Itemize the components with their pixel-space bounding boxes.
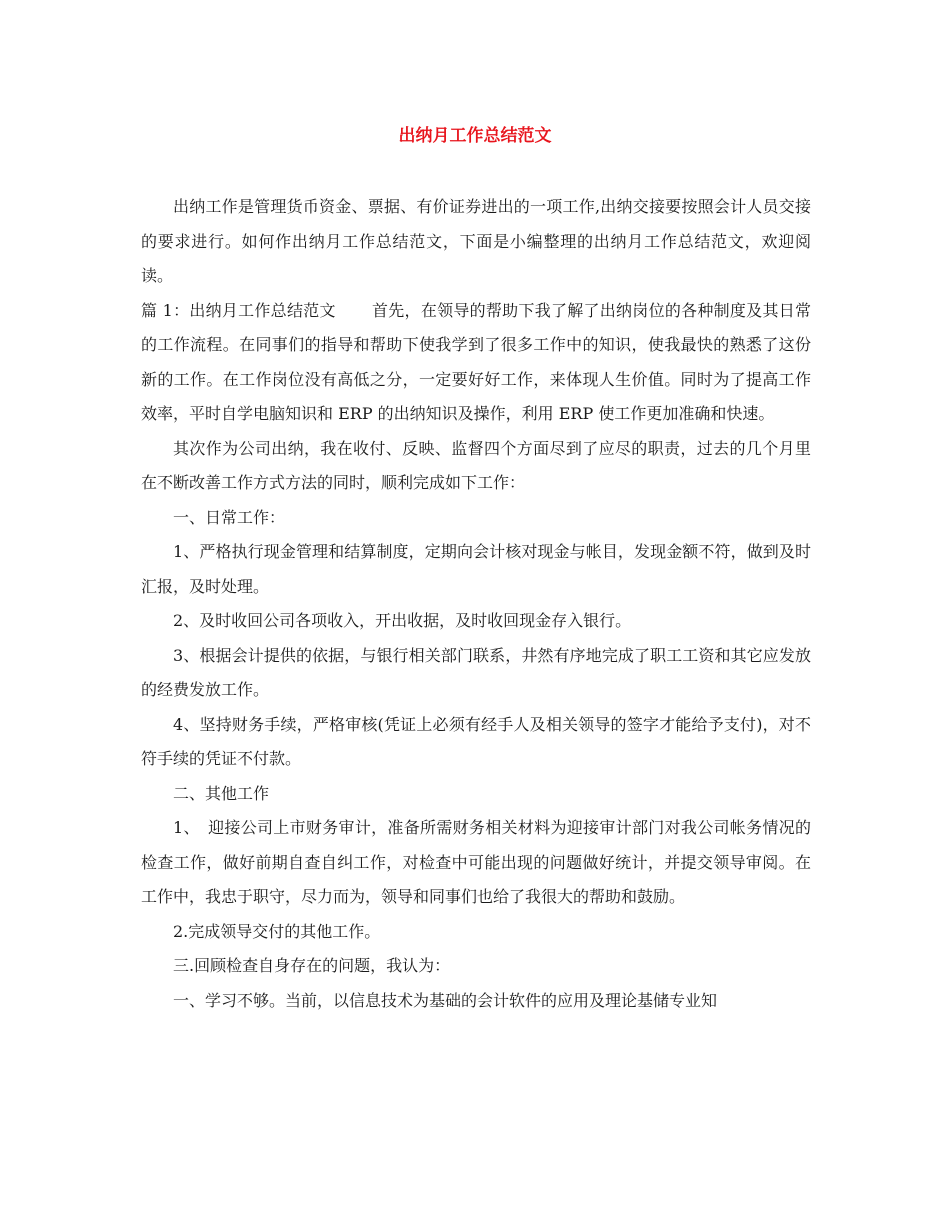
document-body bbox=[141, 190, 811, 1018]
body-paragraph: 一、学习不够。当前，以信息技术为基础的会计软件的应用及理论基储专业知 bbox=[173, 990, 718, 1010]
section-heading: 三.回顾检查自身存在的问题，我认为： bbox=[173, 956, 451, 975]
chapter-label: 篇 1：出纳月工作总结范文 bbox=[141, 300, 336, 320]
body-paragraph: 2.完成领导交付的其他工作。 bbox=[173, 921, 381, 941]
body-paragraph: 4、坚持财务手续，严格审核(凭证上必须有经手人及相关领导的签字才能给予支付)，对不符手续的凭证不付款。 bbox=[141, 714, 811, 768]
body-paragraph: 1、 迎接公司上市财务审计，准备所需财务相关材料为迎接审计部门对我公司帐务情况的检查工作，做好前期自查自纠工作，对检查中可能出现的问题做好统计，并提交领导审阅。在工作中，我忠于职守，尽力而为，领导和同事们也给了我很大的帮助和鼓励。 bbox=[141, 818, 811, 906]
chapter-text: 首先，在领导的帮助下我了解了出纳岗位的各种制度及其日常的工作流程。在同事们的指导和帮助下使我学到了很多工作中的知识，使我最快的熟悉了这份新的工作。在工作岗位没有高低之分，一定要好好工作，来体现人生价值。同时为了提高工作效率，平时自学电脑知识和 ERP 的出纳知识及操作，利用 ERP 使工作更加准确和快速。 bbox=[141, 300, 811, 423]
body-paragraph: 2、及时收回公司各项收入，开出收据，及时收回现金存入银行。 bbox=[173, 611, 632, 630]
section-heading: 二、其他工作 bbox=[173, 783, 270, 803]
document-title: 出纳月工作总结范文 bbox=[398, 126, 552, 146]
body-paragraph: 其次作为公司出纳，我在收付、反映、监督四个方面尽到了应尽的职责，过去的几个月里在不断改善工作方式方法的同时，顺利完成如下工作： bbox=[141, 438, 811, 492]
body-paragraph: 3、根据会计提供的依据，与银行相关部门联系，井然有序地完成了职工工资和其它应发放的经费发放工作。 bbox=[141, 645, 811, 699]
body-paragraph: 1、严格执行现金管理和结算制度，定期向会计核对现金与帐目，发现金额不符，做到及时汇报，及时处理。 bbox=[141, 542, 811, 596]
intro-paragraph: 出纳工作是管理货币资金、票据、有价证券进出的一项工作,出纳交接要按照会计人员交接的要求进行。如何作出纳月工作总结范文，下面是小编整理的出纳月工作总结范文，欢迎阅读。 bbox=[141, 197, 811, 285]
chapter-paragraph bbox=[141, 294, 811, 432]
section-heading: 一、日常工作： bbox=[173, 507, 286, 527]
